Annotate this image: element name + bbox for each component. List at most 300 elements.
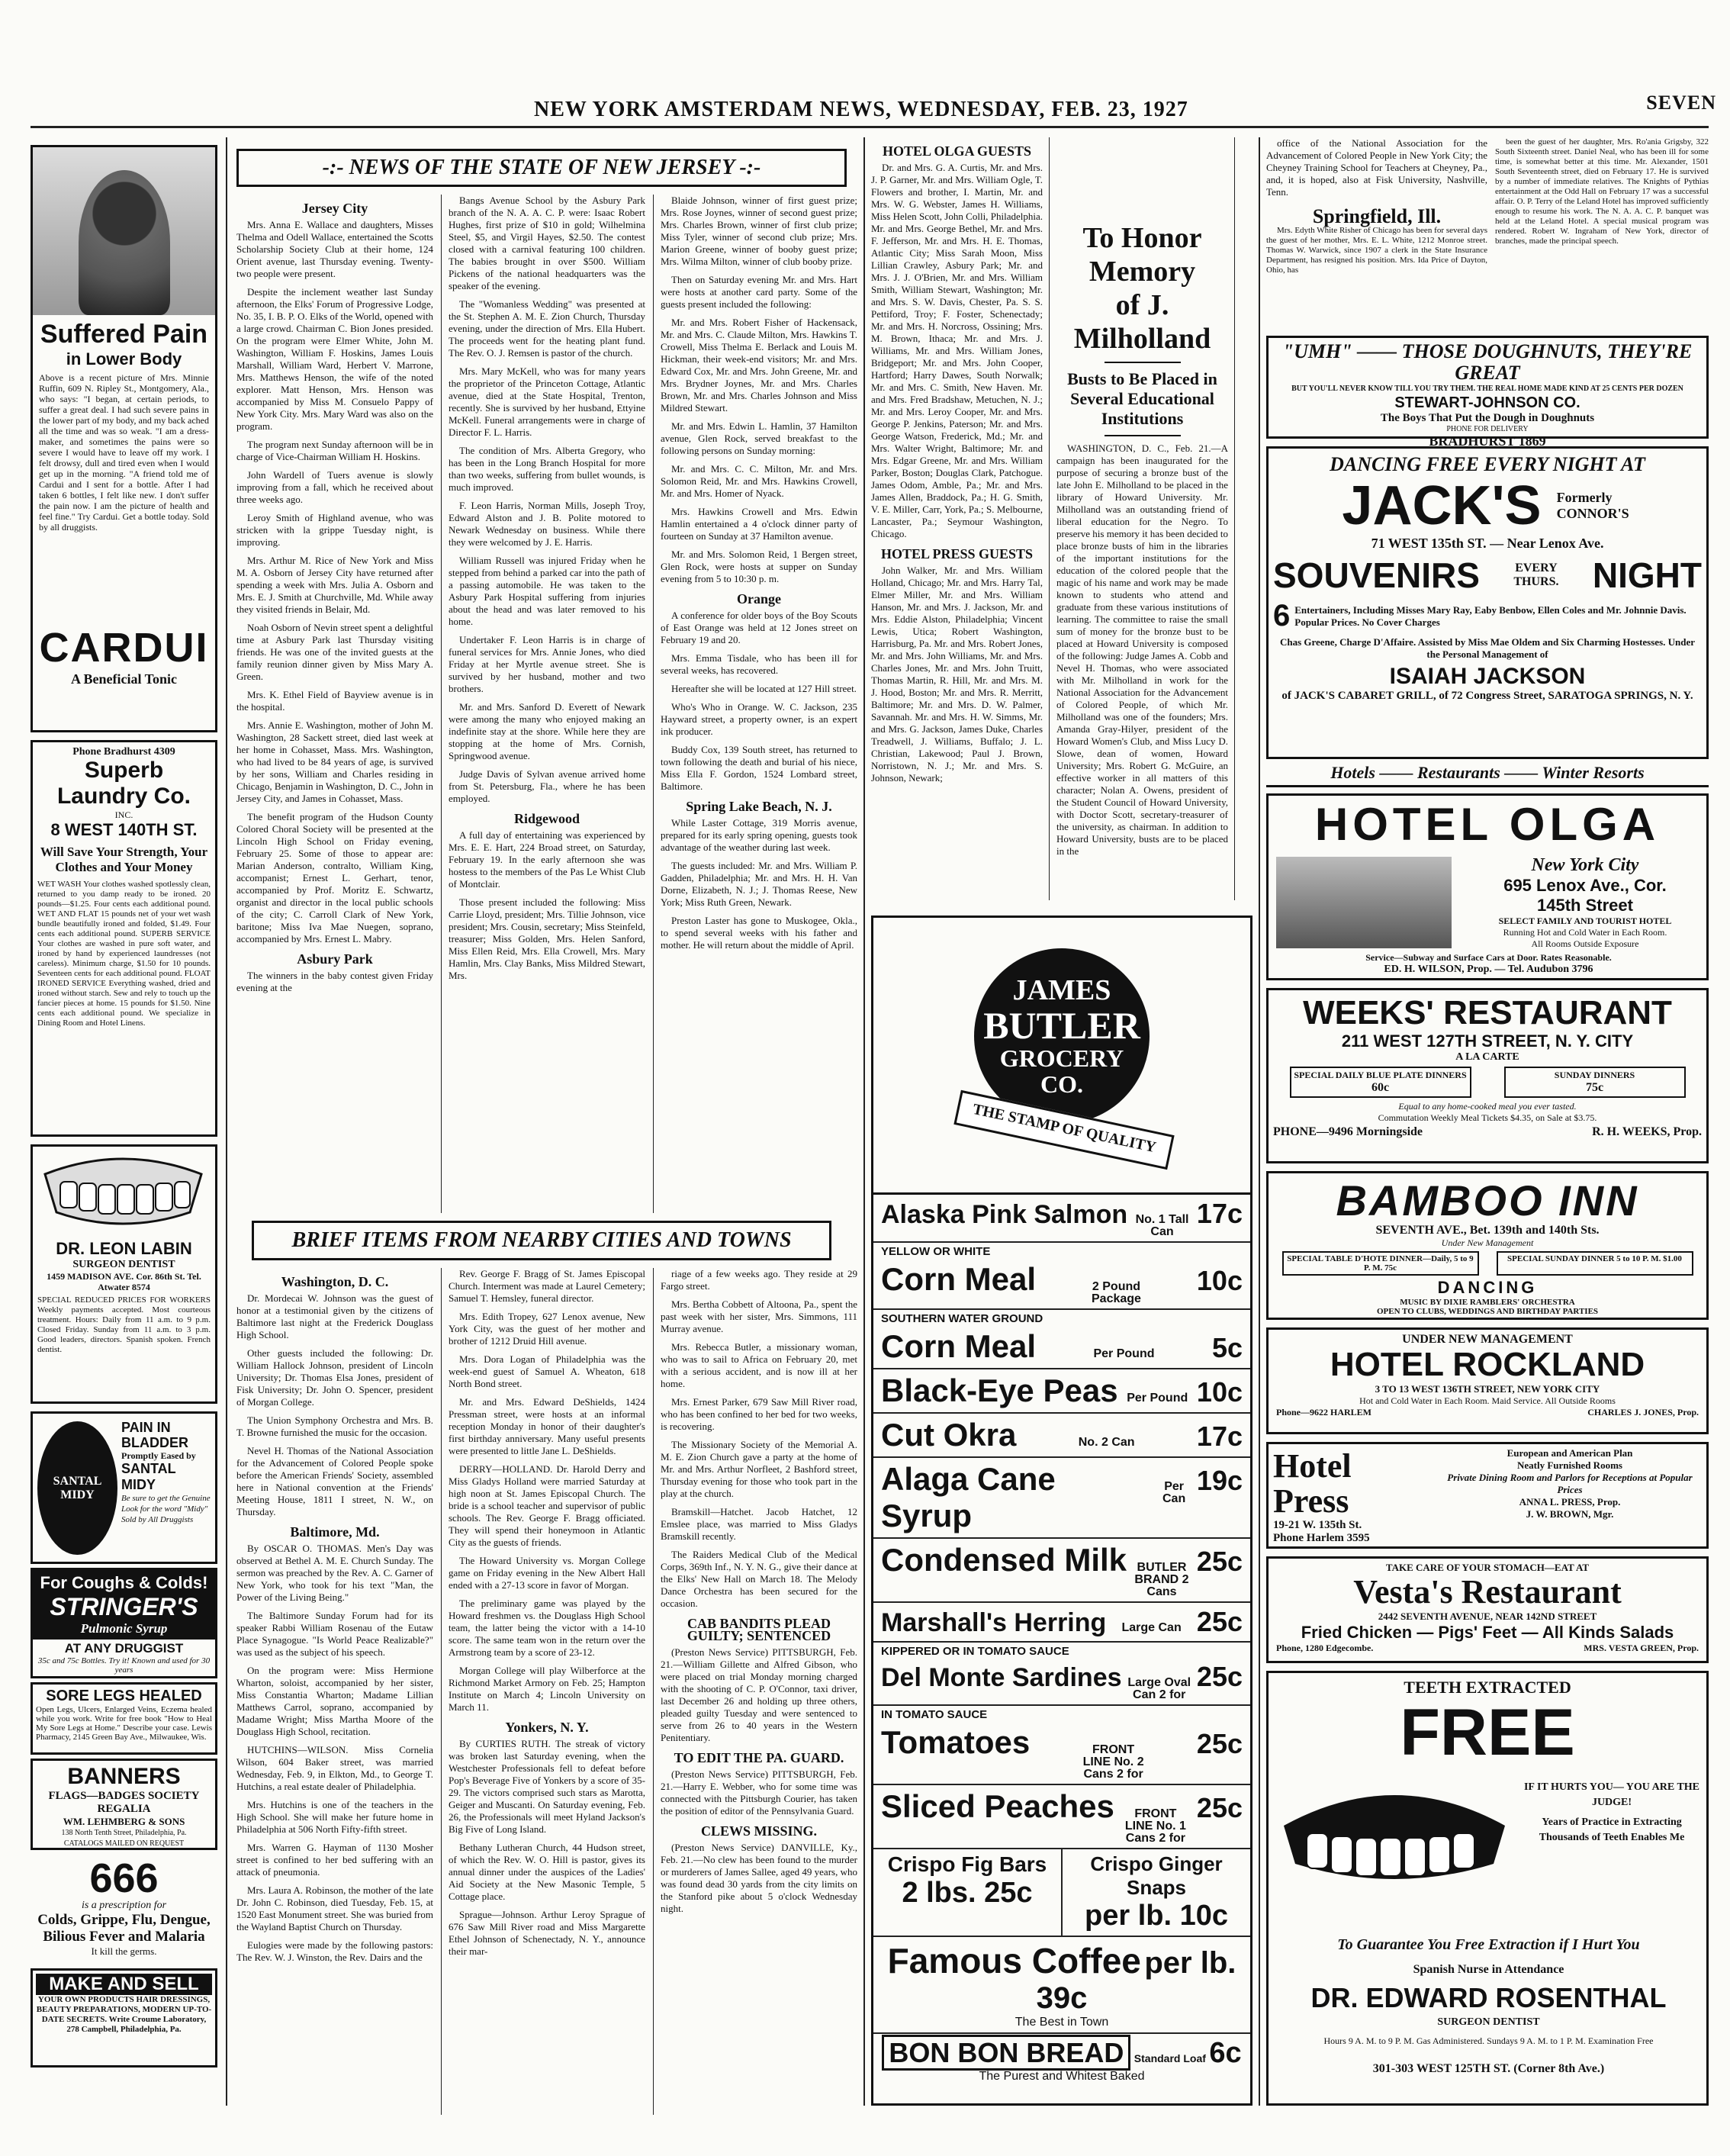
springfield-header: Springfield, Ill. <box>1312 205 1442 227</box>
brief-col1-text <box>236 1276 433 1964</box>
labin-title: SURGEON DENTIST <box>72 1259 175 1270</box>
grocery-item-price: 17c <box>1196 1421 1243 1452</box>
jacks-manager: ISAIAH JACKSON <box>1389 664 1586 689</box>
grocery-item-name: Alaga Cane Syrup <box>881 1461 1056 1533</box>
naacp-text: office of the National Association for the Advancement of Colored People in New York City; the Cheyney Training School for Teachers at Cheyney, Pa., and, it is hoped, also at Fisk University, Nashville, Tenn. <box>1266 137 1487 198</box>
weeks-blue-plate: SPECIAL DAILY BLUE PLATE DINNERS <box>1294 1070 1467 1080</box>
sorelegs-ad <box>31 1682 217 1755</box>
hotels-banner: Hotels —— Restaurants —— Winter Resorts <box>1266 763 1709 787</box>
grocery-item-price: 25c <box>1196 1661 1243 1692</box>
jacks-every: EVERY THURS. <box>1513 562 1559 588</box>
santal-sub: Promptly Eased by <box>121 1450 196 1461</box>
weeks-restaurant-ad <box>1266 988 1709 1163</box>
grocery-item <box>873 1721 1250 1785</box>
rockland-water: Hot and Cold Water in Each Room. Maid Service. All Outside Rooms <box>1359 1395 1616 1406</box>
grocery-item-name: Black-Eye Peas <box>881 1372 1118 1408</box>
grocery-item <box>873 1785 1250 1849</box>
grocery-item-note: YELLOW OR WHITE <box>881 1245 991 1258</box>
nj-column-1 <box>236 195 433 1213</box>
bread-sub: The Purest and Whitest Baked <box>979 2070 1145 2083</box>
jacks-entertainers: Entertainers, Including Misses Mary Ray, Eaby Benbow, Ellen Coles and Mr. Johnnie Davis. Popular Prices. No Cover Charges <box>1294 603 1687 628</box>
article-heading: Spring Lake Beach, N. J. <box>686 799 832 814</box>
article-paragraph: The Raiders Medical Club of the Medical Corps, 369th Inf., N. Y. N. G., give their dance at the Elks' New Hall on March 18. The Melody Dance Orchestra has been secured for the occasion. <box>661 1549 857 1609</box>
article-paragraph: (Preston News Service) PITTSBURGH, Feb. 21.—William Gillette and Alfred Gibson, who were placed on trial Monday morning charged with the shooting of C. P. O'Connor, taxi driver, last December 26 and holding up three others, pleaded guilty Tuesday and were sentenced to serve from 26 to 40 years in the Western Penitentiary. <box>661 1646 857 1743</box>
six66-tag: It kill the germs. <box>91 1945 157 1957</box>
butler-seal <box>974 948 1150 1124</box>
crispo-fig-bars: Crispo Fig Bars <box>887 1852 1047 1876</box>
laundry-name: Superb Laundry Co. <box>56 758 191 809</box>
butler-logo <box>873 918 1250 1195</box>
teeth-icon <box>37 1151 209 1235</box>
page-number: SEVEN <box>1646 92 1716 114</box>
banners-note: CATALOGS MAILED ON REQUEST <box>63 1839 185 1848</box>
laundry-inc: INC. <box>114 809 133 820</box>
rosenthal-spanish: Spanish Nurse in Attendance <box>1413 1963 1564 1976</box>
santal-text <box>121 1420 213 1525</box>
weeks-address: 211 WEST 127TH STREET, N. Y. CITY <box>1341 1031 1634 1051</box>
grocery-list <box>873 1195 1250 1849</box>
brief-column-3 <box>661 1268 857 2115</box>
hotel-press-rooms: Neatly Furnished Rooms <box>1517 1459 1622 1471</box>
article-paragraph: The guests included: Mr. and Mrs. William P. Gadden, Philadelphia; Mr. and Mrs. H. H. Van Dorne, Elizabeth, N. J.; J. Thomas Reese, New York; Miss Ruth Green, Newark. <box>661 860 857 908</box>
laundry-body: WET WASH Your clothes washed spotlessly clean, returned to you damp ready to be ironed. 20 pounds—$1.25. Four cents each additional pound. WET AND FLAT 15 pounds net of your wet wash bundle beautifully ironed and folded, $1.49. Four cents each additional pound. SUPERB SERVICE Your clothes are washed in pure soft water, and ironed by hand by experienced laundresses (not careless). Minimum charge, $1.50 for 10 pounds. Seventeen cents for each additional pound. FLOAT IRONED SERVICE Everything washed, dried and ironed without starch. Sew and rely to touch up the fancier pieces at home. 15 pounds for $1.50. Nine cents each additional pound. We specialize in Dining Room and Hotel Linens. <box>37 880 211 1028</box>
grocery-item-price: 25c <box>1196 1792 1243 1823</box>
milholland-headline-1: To Honor Memory <box>1082 222 1202 288</box>
labin-address: 1459 MADISON AVE. Cor. 86th St. Tel. Atwater 8574 <box>47 1271 201 1292</box>
article-paragraph: A full day of entertaining was experienced by Mrs. E. E. Hart, 224 Broad street, on Saturday, February 19. In the early afternoon she was hostess to the members of the Pas Le Whist Club of Montclair. <box>449 829 645 890</box>
grocery-item-measure: 2 Pound Package <box>1092 1280 1141 1305</box>
grocery-item <box>873 1603 1250 1643</box>
makesell-title: MAKE AND SELL <box>36 1974 212 1995</box>
santal-badge: SANTAL MIDY <box>37 1421 117 1555</box>
article-paragraph: William Russell was injured Friday when he stepped from behind a parked car into the path of a passing automobile. He was taken to the Asbury Park Hospital suffering from injuries about the head and was later removed to his home. <box>449 555 645 627</box>
article-paragraph: Other guests included the following: Dr. William Hallock Johnson, president of Lincoln University; Dr. Thomas Elsa Jones, president of Fisk University; Dr. John O. Spencer, president of Morgan College. <box>236 1347 433 1408</box>
column-rule <box>653 195 654 1213</box>
cardui-text: Above is a recent picture of Mrs. Minnie Ruffin, 609 N. Ripley St., Montgomery, Ala., who says: "I began, at certain periods, to suffer a great deal. I had such severe pains in the lower part of my body, and my back ached all the time and was so weak. "I am a dress-maker, and sometimes the pains were so severe I would have to leave off my work. I felt drowsy, dull and tired even when I would get up in the morning. "A friend told me of Cardui and I sent for a bottle. After I had taken 6 bottles, I felt like new. I don't suffer the pain now. I am the picture of health and feel fine." Try Cardui. Get a bottle today. Sold by all druggists. <box>39 372 209 533</box>
grocery-item-note: KIPPERED OR IN TOMATO SAUCE <box>881 1645 1069 1658</box>
rockland-phone: Phone—9622 HARLEM <box>1276 1407 1372 1417</box>
bread-name: BON BON BREAD <box>882 2035 1130 2071</box>
grocery-item-name: Corn Meal <box>881 1328 1037 1364</box>
press-guests-body: John Walker, Mr. and Mrs. William Holland, Chicago; Mr. and Mrs. Harry Tal, Elmer Miller, Mr. and Mrs. William Hanson, Mr. and Mrs. J. Jackson, Mr. and Mrs. Eddie Alston, Philadelphia; Vincent Lewis, Utica; Robert Washington, Harrisburg, Pa. Mr. and Mrs. Robert Jones, Mr. and Mrs. John Williams, Mr. and Mrs. Charles Jones, Mr. and Mrs. John Truitt, Thomas Martin, R. Hill, Mr. and Mrs. M. J. Hood, Boston; Mr. and Mrs. R. Merritt, Baltimore; Mr. and Mrs. D. W. Palmer, Savannah. Mr. and Mrs. H. W. Simms, Mr. and Mrs. G. Jackson, James Duke, Charles Treadwell, J. Williams, Buffalo; J. L. Christian, Lakewood; Paul J. Brown, Norristown, N. J.; Mr. and Mrs. S. Johnson, Newark; <box>871 565 1043 784</box>
butler-logo-line1: JAMES <box>1012 974 1111 1006</box>
article-paragraph: Then on Saturday evening Mr. and Mrs. Hart were hosts at another card party. Some of the guests present included the following: <box>661 274 857 310</box>
grocery-item-price: 10c <box>1196 1376 1243 1408</box>
nj-col2-text <box>449 195 645 982</box>
article-paragraph: Buddy Cox, 139 South street, has returned to town following the death and burial of his niece, Miss Ella F. Gordon, 1524 Lombard street, Baltimore. <box>661 744 857 792</box>
article-paragraph: Mrs. Rebecca Butler, a missionary woman, who was to sail to Africa on February 20, met with a serious accident, and is now ill at her home. <box>661 1341 857 1389</box>
crispo-fig-bars-price: 2 lbs. 25c <box>902 1877 1033 1909</box>
santal-headline: PAIN IN BLADDER <box>121 1420 188 1450</box>
hotel-olga-city: New York City <box>1531 855 1639 875</box>
article-paragraph: By OSCAR O. THOMAS. Men's Day was observed at Bethel A. M. E. Church Sunday. The sermon was preached by the Rev. A. C. Garner of New York, who took for his text "Man, the Power of the Living Being." <box>236 1543 433 1603</box>
portrait-image <box>33 147 215 315</box>
article-paragraph: Nevel H. Thomas of the National Association for the Advancement of Colored People spoke before the American Friends' Society, assembled here in National convention at the Friends' Meeting House, 1811 I street, N. W., on Thursday. <box>236 1445 433 1517</box>
santal-brand: SANTAL MIDY <box>121 1461 176 1492</box>
grocery-item <box>873 1658 1250 1706</box>
hotel-olga-image <box>1276 857 1452 948</box>
coffee-price: per lb. 39c <box>1036 1946 1236 2015</box>
article-paragraph: The condition of Mrs. Alberta Gregory, who has been in the Long Branch Hospital for more than two weeks, suffering from bullet wounds, is much improved. <box>449 445 645 493</box>
hotel-press-right <box>1436 1447 1703 1520</box>
crispo-row <box>873 1849 1250 1937</box>
article-paragraph: Mrs. Anna E. Wallace and daughters, Misses Thelma and Odell Wallace, entertained the Scotts Scholarship Society Club at their home, 124 Orient avenue, last Thursday evening. Twenty-two people were present. <box>236 219 433 279</box>
article-paragraph: Bethany Lutheran Church, 44 Hudson street, of which the Rev. W. O. Hill is pastor, gives its annual dinner under the auspices of the Ladies' Aid Society at the New Masonic Temple, 5 Cottage place. <box>449 1842 645 1902</box>
column-rule <box>863 137 865 2106</box>
stringers-ad <box>31 1568 217 1678</box>
bread-measure: Standard Loaf <box>1134 2052 1206 2064</box>
rockland-prop: CHARLES J. JONES, Prop. <box>1587 1407 1699 1417</box>
article-paragraph: Mr. and Mrs. Sanford D. Everett of Newark were among the many who enjoyed making an indefinite stay at the shore. While here they are stopping at the home of Mrs. Cornish, Springwood avenue. <box>449 701 645 761</box>
butler-grocery-ad <box>871 915 1252 2106</box>
laundry-phone: Phone Bradhurst 4309 <box>72 746 175 758</box>
column-rule <box>441 1268 442 2115</box>
column-rule <box>1234 137 1235 900</box>
grocery-item-measure: No. 2 Can <box>1078 1436 1135 1449</box>
jacks-address: 71 WEST 135th ST. — Near Lenox Ave. <box>1371 536 1604 551</box>
hotel-olga-service: Service—Subway and Surface Cars at Door. Rates Reasonable. <box>1365 952 1612 963</box>
column-rule <box>1259 137 1260 2106</box>
stringers-tag: AT ANY DRUGGIST <box>64 1641 184 1656</box>
grocery-item-price: 5c <box>1211 1332 1243 1363</box>
grocery-item-price: 17c <box>1196 1198 1243 1229</box>
hotel-press-phone: Phone Harlem 3595 <box>1273 1532 1370 1544</box>
bamboo-inn-ad <box>1266 1171 1709 1320</box>
grocery-item-name: Condensed Milk <box>881 1542 1127 1578</box>
olga-guests-body: Dr. and Mrs. G. A. Curtis, Mr. and Mrs. J. P. Garner, Mr. and Mrs. William Ogle, T. Flowers and brother, I. Martin, Mr. and Mrs. W. G. Webster, James H. Williams, Miss Helen Scott, John Colli, Philadelphia. Mr. and Mrs. George Bethel, Mr. and Mrs. F. Jefferson, Mr. and Mrs. H. E. Thomas, Atlantic City; Miss Sarah Moon, Miss Lillian Crawley, Asbury Park; Mr. and Mrs. J. J. O'Brien, Mr. and Mrs. William Smith, William Stewart, Washington; Mr. and Mrs. S. W. Davis, Chester, Pa. S. S. Pettiford, Troy; F. Foster, Schenectady; Mr. and Mrs. H. Norcross, Ossining; Mrs. M. Brown, Ithaca; Mr. and Mrs. J. Williams, Mr. and Mrs. William Jones, Bridgeport; Mr. and Mrs. John Cooper, Hartford; Harry Dawes, South Norwalk; Mr. and Mrs. C. Smith, New Haven. Mr. and Mrs. Fred Bradshaw, Metuchen, N. J.; Mr. and Mrs. Leroy Cooper, Mr. and Mrs. George P. Jenkins, Paterson; Mr. and Mrs. George Watson, Frederick, Md.; Mr. and Mrs. Walter Wright, Baltimore; Mr. and Mrs. Edgar Greene, Mr. and Mrs. William Parker, Boston; Douglas Clark, Patchogue. James Odom, Amble, Pa.; Mr. and Mrs. James Allen, Braddock, Pa.; H. G. Smith, V. E. Miller, Carr, York, Pa.; S. Melbourne, Lancaster, Pa.; Seymour Washington, Chicago. <box>871 162 1043 539</box>
banners-title: BANNERS <box>67 1764 181 1789</box>
article-paragraph: Dr. Mordecai W. Johnson was the guest of honor at a testimonial given by the citizens of Baltimore last night at the Frederick Douglass High School. <box>236 1292 433 1340</box>
grocery-item-name: Cut Okra <box>881 1417 1017 1453</box>
banners-sub: FLAGS—BADGES SOCIETY REGALIA <box>48 1790 200 1815</box>
article-paragraph: Mrs. Annie E. Washington, mother of John M. Washington, 28 Sackett street, died last week at her home in Cohasset, Mass. Mrs. Washington, who had lived to be 84 years of age, is survived by her sons, William and Charles residing in Chicago, Benjamin in Washington, D. C., John in Jersey City, and James in Cohasset, Mass. <box>236 719 433 804</box>
rosenthal-name: DR. EDWARD ROSENTHAL <box>1310 1982 1667 2013</box>
sorelegs-body: Open Legs, Ulcers, Enlarged Veins, Eczema healed while you work. Write for free book "How to Heal My Sore Legs at Home." Describe your case. Lewis Pharmacy, 2145 Green Bay Ave., Milwaukee, Wis. <box>36 1705 212 1742</box>
grocery-item-note: IN TOMATO SAUCE <box>881 1708 988 1721</box>
grocery-item-name: Alaska Pink Salmon <box>881 1200 1128 1229</box>
weeks-blue-plate-price: 60c <box>1371 1081 1390 1094</box>
nj-column-2 <box>449 195 645 1213</box>
vesta-top: TAKE CARE OF YOUR STOMACH—EAT AT <box>1385 1562 1590 1573</box>
grocery-item <box>873 1414 1250 1458</box>
article-paragraph: DERRY—HOLLAND. Dr. Harold Derry and Miss Gladys Holland were married Saturday at high noon at St. James Episcopal Church. The bride is a school teacher and supervisor of public schools. The Rev. George F. Bragg officiated. They will spend their honeymoon in Atlantic City as the guests of friends. <box>449 1463 645 1548</box>
article-heading: Jersey City <box>301 201 368 216</box>
hotel-olga-prop: ED. H. WILSON, Prop. — Tel. Audubon 3796 <box>1384 964 1593 975</box>
jacks-entertainer-count: 6 <box>1273 599 1291 632</box>
bamboo-open: OPEN TO CLUBS, WEDDINGS AND BIRTHDAY PARTIES <box>1376 1307 1599 1316</box>
article-paragraph: Mrs. Emma Tisdale, who has been ill for several weeks, has recovered. <box>661 652 857 676</box>
article-paragraph: John Wardell of Tuers avenue is slowly improving from a fall, which he received about three weeks ago. <box>236 469 433 505</box>
article-paragraph: Mr. and Mrs. C. C. Milton, Mr. and Mrs. Solomon Reid, Mr. and Mrs. Hawkins Crowell, Mr. and Mrs. Homer of Nyack. <box>661 463 857 499</box>
article-paragraph: Undertaker F. Leon Harris is in charge of funeral services for Mrs. Annie Jones, who died Friday at her Myrtle avenue street. She is survived by her husband, mother and two brothers. <box>449 634 645 694</box>
grocery-item-measure: No. 1 Tall Can <box>1135 1213 1189 1238</box>
bamboo-address: SEVENTH AVE., Bet. 139th and 140th Sts. <box>1375 1224 1600 1237</box>
labin-name: DR. LEON LABIN <box>56 1239 192 1258</box>
hotel-press-prop: ANNA L. PRESS, Prop. <box>1519 1496 1621 1508</box>
grocery-item-name: Tomatoes <box>881 1724 1031 1760</box>
article-paragraph: Mrs. K. Ethel Field of Bayview avenue is in the hospital. <box>236 689 433 713</box>
article-paragraph: F. Leon Harris, Norman Mills, Joseph Troy, Edward Alston and J. B. Polite motored to Newark Wednesday on business. While there they were welcomed by J. E. Harris. <box>449 500 645 548</box>
article-paragraph: Mrs. Edith Tropey, 627 Lenox avenue, New York City, was the guest of her mother and brother of 1212 Druid Hill avenue. <box>449 1311 645 1347</box>
banners-ad <box>31 1759 217 1850</box>
crispo-ginger-snaps-price: per lb. 10c <box>1085 1900 1228 1932</box>
butler-logo-line2: BUTLER <box>983 1004 1140 1047</box>
cardui-ad <box>31 145 217 732</box>
rosenthal-guarantee: To Guarantee You Free Extraction if I Hurt You <box>1337 1936 1640 1953</box>
cardui-headline: Suffered Pain <box>40 320 208 349</box>
jacks-formerly: Formerly CONNOR'S <box>1556 490 1629 521</box>
weeks-note2: Commutation Weekly Meal Tickets $4.35, on Sale at $3.75. <box>1378 1112 1597 1123</box>
article-paragraph: Mrs. Ernest Parker, 679 Saw Mill River road, who has been confined to her bed for two weeks, is recovering. <box>661 1396 857 1432</box>
article-paragraph: The "Womanless Wedding" was presented at the St. Stephen A. M. E. Zion Church, Thursday evening, under the direction of Mrs. Ella Hubert. The proceeds went for the heating plant fund. The Rev. O. J. Remsen is pastor of the church. <box>449 298 645 359</box>
article-paragraph: The benefit program of the Hudson County Colored Choral Society will be presented at the Lincoln High School on Friday evening, February 25. Some of those to appear are: Marian Anderson, contralto, William King, accompanist; Ernest L. Gerhart, tenor, accompanied by Prof. Moritz E. Schwartz, organist and director in the local public schools of the city; C. Carroll Clark of New York, baritone; Miss Iva Mae Nuegen, soprano, accompanied by Mrs. Ernest L. Mabry. <box>236 811 433 944</box>
article-paragraph: Mrs. Hutchins is one of the teachers in the High School. She will make her future home in Philadelphia at 506 North Fifty-fifth street. <box>236 1799 433 1835</box>
article-paragraph: Eulogies were made by the following pastors: The Rev. W. J. Winston, the Rev. Dairs and the <box>236 1939 433 1963</box>
vesta-address: 2442 SEVENTH AVENUE, NEAR 142ND STREET <box>1378 1611 1597 1622</box>
coffee-row <box>873 1937 1250 2034</box>
article-paragraph: Those present included the following: Miss Carrie Lloyd, president; Mrs. Tillie Johnson, vice president; Mrs. Cousin, secretary; Miss Steinfeld, treasurer; Miss Golden, Mrs. Helen Sanford, Miss Ellen Reid, Mrs. Ella Crowell, Mrs. Mary Hamlin, Mrs. Clay Banks, Miss Mildred Stewart, Mrs. <box>449 896 645 981</box>
brief-column-2 <box>449 1268 645 2115</box>
hotel-olga-water: Running Hot and Cold Water in Each Room. <box>1503 927 1667 938</box>
grocery-item-price: 19c <box>1196 1465 1243 1496</box>
rockland-name: HOTEL ROCKLAND <box>1330 1346 1645 1383</box>
grocery-item-name: Del Monte Sardines <box>881 1663 1122 1692</box>
doughnuts-phone-label: PHONE FOR DELIVERY <box>1446 425 1529 433</box>
article-paragraph: The preliminary game was played by the Howard freshmen vs. the Douglass High School team, the latter being the victor with a 14-10 score. The same team won in the return over the Armstrong team by a score of 23-12. <box>449 1598 645 1658</box>
bamboo-dancing: DANCING <box>1437 1278 1538 1297</box>
hotel-olga-address2: 145th Street <box>1537 896 1633 915</box>
rosenthal-title: SURGEON DENTIST <box>1437 2016 1540 2028</box>
stringers-top: For Coughs & Colds! <box>40 1573 208 1592</box>
rockland-address: 3 TO 13 WEST 136TH STREET, NEW YORK CITY <box>1375 1383 1600 1395</box>
rockland-top: UNDER NEW MANAGEMENT <box>1402 1333 1573 1346</box>
stringers-product: Pulmonic Syrup <box>80 1621 168 1636</box>
hotel-olga-details <box>1467 855 1703 950</box>
article-paragraph: Blaide Johnson, winner of first guest prize; Mrs. Rose Joynes, winner of second guest prize; Mrs. Charles Brown, winner of first club prize; Miss Tyler, winner of second club prize; Mrs. Marion Greene, winner of booby guest prize; Mrs. Wilma Milton, winner of club booby prize. <box>661 195 857 267</box>
weeks-sunday-dinners: SUNDAY DINNERS <box>1554 1070 1635 1080</box>
jacks-name: JACK'S <box>1342 475 1542 536</box>
article-paragraph: Mr. and Mrs. Edwin L. Hamlin, 37 Hamilton avenue, Glen Rock, served breakfast to the following persons on Sunday morning: <box>661 420 857 456</box>
weeks-carte: A LA CARTE <box>1455 1051 1519 1063</box>
doughnuts-headline: "UMH" —— THOSE DOUGHNUTS, THEY'RE GREAT <box>1282 340 1693 384</box>
article-paragraph: (Preston News Service) DANVILLE, Ky., Feb. 21.—No clew has been found to the murder or murderers of James Sallee, aged 49 years, who was found dead 30 yards from the city limits on the Stanford pike about 5 o'clock Wednesday night. <box>661 1842 857 1914</box>
grocery-item-note: SOUTHERN WATER GROUND <box>881 1312 1043 1325</box>
doughnuts-sub: BUT YOU'LL NEVER KNOW TILL YOU TRY THEM. THE REAL HOME MADE KIND AT 25 CENTS PER DOZEN <box>1291 385 1683 393</box>
article-paragraph: HUTCHINS—WILSON. Miss Cornelia Wilson, 604 Baker street, was married Wednesday, Feb. 9, in Elkton, Md., to George T. Hutchins, a real estate dealer of Philadelphia. <box>236 1744 433 1792</box>
grocery-item-measure: FRONT LINE No. 1 Cans 2 for <box>1124 1807 1186 1845</box>
article-paragraph: A conference for older boys of the Boy Scouts of East Orange was held at 12 Jones street on February 19 and 20. <box>661 610 857 645</box>
article-heading: Orange <box>737 591 781 607</box>
grocery-item-measure: BUTLER BRAND 2 Cans <box>1134 1561 1189 1598</box>
dentures-icon <box>1276 1780 1513 1925</box>
nj-col1-text <box>236 202 433 994</box>
hotel-press-left <box>1273 1449 1426 1545</box>
jacks-top: DANCING FREE EVERY NIGHT AT <box>1330 453 1645 475</box>
hotel-olga-address1: 695 Lenox Ave., Cor. <box>1503 876 1667 895</box>
hotel-olga-select: SELECT FAMILY AND TOURIST HOTEL <box>1498 915 1672 926</box>
grocery-item <box>873 1258 1250 1310</box>
bamboo-music: MUSIC BY DIXIE RAMBLERS' ORCHESTRA <box>1400 1298 1575 1307</box>
makesell-body: YOUR OWN PRODUCTS HAIR DRESSINGS, BEAUTY PREPARATIONS, MODERN UP-TO-DATE SECRETS. Write Croume Laboratory, 278 Campbell, Philadelphia, Pa. <box>36 1995 212 2034</box>
article-paragraph: Mr. and Mrs. Solomon Reid, 1 Bergen street, Glen Rock, were hosts at supper on Sunday evening from 5 to 10:30 p. m. <box>661 549 857 584</box>
nj-column-3 <box>661 195 857 1213</box>
right-top-right-text <box>1495 137 1709 328</box>
article-heading: CAB BANDITS PLEAD GUILTY; SENTENCED <box>687 1616 831 1643</box>
article-paragraph: The Union Symphony Orchestra and Mrs. B. T. Browne furnished the music for the occasion. <box>236 1414 433 1438</box>
grocery-item <box>873 1369 1250 1414</box>
nj-header: -:- NEWS OF THE STATE OF NEW JERSEY -:- <box>236 149 847 187</box>
stringers-price: 35c and 75c Bottles. Try it! Known and used for 30 years <box>37 1656 211 1675</box>
jacks-souvenirs: SOUVENIRS <box>1273 555 1480 595</box>
coffee-name: Famous Coffee <box>887 1941 1141 1981</box>
article-paragraph: Noah Osborn of Nevin street spent a delightful time at Asbury Park last Thursday visiting friends. He was one of the invited guests at the family reunion dinner given by Miss Mary A. Green. <box>236 622 433 682</box>
labin-body: SPECIAL REDUCED PRICES FOR WORKERS Weekly payments accepted. Most courteous treatment. Hours: Daily from 11 a.m. to 9 p.m. Closed Friday. Sunday from 11 a.m. to 3 p.m. Good leaders, directors. Spanish spoken. French dentist. <box>37 1295 211 1354</box>
grocery-item-price: 25c <box>1196 1546 1243 1577</box>
article-paragraph: Hereafter she will be located at 127 Hill street. <box>671 683 857 694</box>
weeks-phone: PHONE—9496 Morningside <box>1273 1125 1423 1138</box>
article-paragraph: The Baltimore Sunday Forum had for its speaker Rabbi William Rosenau of the Eutaw Place Synagogue. "Is World Peace Realizable?" was used as the subject of his speech. <box>236 1610 433 1658</box>
brief-col2-text <box>449 1268 645 1958</box>
article-paragraph: The program next Sunday afternoon will be in charge of Vice-Chairman William H. Hoskins. <box>236 439 433 462</box>
vesta-menu: Fried Chicken — Pigs' Feet — All Kinds Salads <box>1301 1623 1674 1642</box>
grocery-item <box>873 1539 1250 1603</box>
laundry-ad <box>31 740 217 1137</box>
cardui-tagline: A Beneficial Tonic <box>70 671 178 687</box>
article-paragraph: riage of a few weeks ago. They reside at 29 Fargo street. <box>661 1268 857 1292</box>
rosenthal-top: TEETH EXTRACTED <box>1404 1678 1571 1697</box>
article-paragraph: Mrs. Bertha Cobbett of Altoona, Pa., spent the past week with her sister, Mrs. Simmons, 111 Murray avenue. <box>661 1298 857 1334</box>
article-paragraph: Bramskill—Hatchet. Jacob Hatchet, 12 Emslee place, was married to Miss Gladys Bramskill recently. <box>661 1506 857 1542</box>
doughnuts-slogan: The Boys That Put the Dough in Doughnuts <box>1380 412 1595 424</box>
hotel-olga-rooms: All Rooms Outside Exposure <box>1531 938 1639 949</box>
milholland-deck: Busts to Be Placed in Several Educational Institutions <box>1067 369 1217 428</box>
article-heading: Baltimore, Md. <box>290 1524 380 1540</box>
article-paragraph: Mrs. Warren G. Hayman of 1130 Mosher street is confined to her bed suffering with an attack of pneumonia. <box>236 1842 433 1878</box>
grocery-item-measure: FRONT LINE No. 2 Cans 2 for <box>1082 1743 1144 1781</box>
column-rule <box>653 1268 654 2115</box>
hotel-press-dining: Private Dining Room and Parlors for Receptions at Popular Prices <box>1447 1472 1693 1495</box>
doughnuts-ad <box>1266 336 1709 449</box>
jacks-night: NIGHT <box>1592 555 1702 595</box>
vesta-prop: MRS. VESTA GREEN, Prop. <box>1584 1643 1699 1653</box>
cardui-subhead: in Lower Body <box>66 349 182 368</box>
olga-guests-header: HOTEL OLGA GUESTS <box>882 143 1032 159</box>
labin-ad <box>31 1144 217 1404</box>
bread-price: 6c <box>1209 2037 1242 2069</box>
grocery-item-name: Sliced Peaches <box>881 1788 1114 1824</box>
article-paragraph: Mrs. Arthur M. Rice of New York and Miss M. A. Osborn of Jersey City have returned after spending a week with Mrs. Julia A. Osborn and Mrs. E. J. Smith at Churchville, Md. While away they visited friends in Belair, Md. <box>236 555 433 615</box>
hotel-rockland-ad <box>1266 1327 1709 1434</box>
article-paragraph: Judge Davis of Sylvan avenue arrived home from St. Petersburg, Fla., where he has been employed. <box>449 768 645 804</box>
banners-maker: WM. LEHMBERG & SONS <box>63 1816 185 1827</box>
article-paragraph: The Missionary Society of the Memorial A. M. E. Zion Church gave a party at the home of Mr. and Mrs. Arthur Norfleet, 2 Bashford street, Thursday evening for those who took part in the play at the church. <box>661 1439 857 1499</box>
grocery-item-measure: Large Can <box>1121 1621 1182 1634</box>
butler-logo-line3: GROCERY <box>999 1044 1124 1072</box>
hotel-olga-name: HOTEL OLGA <box>1314 799 1661 850</box>
bamboo-table-dhote: SPECIAL TABLE D'HOTE DINNER—Daily, 5 to 9 P. M. 75c <box>1282 1251 1479 1276</box>
rosenthal-address: 301-303 WEST 125TH ST. (Corner 8th Ave.) <box>1372 2062 1605 2075</box>
laundry-address: 8 WEST 140TH ST. <box>50 820 198 839</box>
jacks-ad <box>1266 446 1709 759</box>
article-paragraph: Bangs Avenue School by the Asbury Park branch of the N. A. A. C. P. were: Isaac Robert Hughes, first prize of $10 in gold; Wilhelmina Steel, $5, and Virgil Hayes, $2.50. The contest closed with a carnival featuring 100 children. The babies brought in over $500. William Pickens of the national headquarters was the speaker of the evening. <box>449 195 645 291</box>
hotel-guests-column <box>871 137 1043 908</box>
springfield-notes: been the guest of her daughter, Mrs. Ro'ania Grigsby, 322 South Sixteenth street. Daniel Neal, who has been ill for some time, is somewhat better at this time. Mr. Alexander, 1501 South Seventeenth street, died on February 17. He is survived by a number of immediate relatives. The Knights of Pythias entertainment at the Odd Hall on February 17 was a successful affair. O. P. Terry of the Leland Hotel has improved sufficiently enough to resume his work. The N. A. A. C. P. banquet was held at the Leland Hotel. A special musical program was rendered. Robert W. Ingraham of New York, director of branches, made the principal speech. <box>1495 137 1709 246</box>
masthead <box>0 92 1730 130</box>
six66-sub: is a prescription for <box>81 1900 167 1911</box>
weeks-prop: R. H. WEEKS, Prop. <box>1592 1125 1702 1138</box>
article-paragraph: The winners in the baby contest given Friday evening at the <box>236 970 433 993</box>
bamboo-sunday-dinner: SPECIAL SUNDAY DINNER 5 to 10 P. M. $1.00 <box>1497 1251 1693 1276</box>
article-paragraph: On the program were: Miss Hermione Wharton, soloist, accompanied by her sister, Miss Constantia Wharton; Madame Lillian Matthews Carrol, soprano, accompanied by Madame Wright; Miss Martha Moore of the Douglass High School, recitation. <box>236 1665 433 1737</box>
milholland-article <box>1056 137 1228 908</box>
article-paragraph: Despite the inclement weather last Sunday afternoon, the Elks' Forum of Progressive Lodge, No. 35, I. B. P. O. Elks of the World, opened with a large crowd. Chairman C. Bion Jones presided. On the program were Elmer White, John M. Washington, William F. Hoskins, James Louis Marshall, William Ward, Herbert V. Marrone, Mrs. Matthews Henson, the wife of the noted explorer. Matt Henson, Mrs. Henson was accompanied by Miss M. Consuelo Pappy of New York City. Mrs. Mary Ward was also on the program. <box>236 286 433 432</box>
jacks-chef: Chas Greene, Charge D'Affaire. Assisted by Miss Mae Oldem and Six Charming Hostesses. Under the Personal Management of <box>1279 636 1696 660</box>
article-paragraph: Mr. and Mrs. Robert Fisher of Hackensack, Mr. and Mrs. C. Claude Milton, Mrs. Hawkins T. Crowell, Miss Thelma E. Berlack and Louis M. Hickman, their week-end visitors; Mr. and Mrs. Edward Cox, Mr. and Mrs. John Greene, Mr. and Mrs. Brydner Joynes, Mr. and Mrs. Charles Brown, Mr. and Mrs. Charles Johnson and Miss Mildred Stewart. <box>661 317 857 414</box>
article-paragraph: Sprague—Johnson. Arthur Leroy Sprague of 676 Saw Mill River road and Miss Margarette Ethel Johnson of Schenectady, N. Y., announce their mar- <box>449 1909 645 1957</box>
six66-ad <box>31 1855 217 1962</box>
doughnuts-company: STEWART-JOHNSON CO. <box>1394 394 1580 411</box>
column-rule <box>441 195 442 1213</box>
santal-note: Be sure to get the Genuine Look for the word "Midy" Sold by All Druggists <box>121 1494 211 1524</box>
article-paragraph: (Preston News Service) PITTSBURGH, Feb. 21.—Harry E. Webber, who for some time was connected with the Pittsburgh Courier, has taken the position of editor of the Pennsylvania Guard. <box>661 1768 857 1817</box>
article-paragraph: Preston Laster has gone to Muskogee, Okla., to spend several weeks with his father and mother. He will return about the middle of April. <box>661 915 857 951</box>
article-heading: Yonkers, N. Y. <box>505 1720 589 1735</box>
rosenthal-years: Years of Practice in Extracting Thousands of Teeth Enables Me <box>1539 1817 1685 1843</box>
grocery-item-measure: Per Pound <box>1093 1347 1155 1360</box>
article-heading: Ridgewood <box>513 811 580 826</box>
rosenthal-free: FREE <box>1400 1696 1575 1769</box>
hotel-press-ad <box>1266 1442 1709 1549</box>
sorelegs-title: SORE LEGS HEALED <box>46 1688 202 1704</box>
masthead-rule <box>31 126 1709 128</box>
article-paragraph: While Laster Cottage, 319 Morris avenue, prepared for its early spring opening, guests took advantage of the weather during last week. <box>661 817 857 853</box>
butler-banner: THE STAMP OF QUALITY <box>953 1090 1174 1170</box>
nj-col3-text <box>661 195 857 951</box>
cardui-brand: CARDUI <box>39 625 209 671</box>
six66-body: Colds, Grippe, Flu, Dengue, Bilious Fever and Malaria <box>37 1912 211 1945</box>
bamboo-name: BAMBOO INN <box>1336 1176 1639 1224</box>
brief-header: BRIEF ITEMS FROM NEARBY CITIES AND TOWNS <box>252 1221 831 1260</box>
doughnuts-phone: BRADHURST 1869 <box>1429 433 1546 449</box>
hotel-olga-ad <box>1266 793 1709 980</box>
grocery-item-name: Corn Meal <box>881 1261 1037 1297</box>
grocery-item <box>873 1195 1250 1243</box>
grocery-item-measure: Large Oval Can 2 for <box>1127 1676 1191 1701</box>
grocery-item <box>873 1458 1250 1539</box>
grocery-item <box>873 1325 1250 1369</box>
article-paragraph: Leroy Smith of Highland avenue, who was stricken with la grippe Tuesday night, is improving. <box>236 512 433 548</box>
article-paragraph: Mrs. Hawkins Crowell and Mrs. Edwin Hamlin entertained a 4 o'clock dinner party of fourteen on Sunday at 37 Hamilton avenue. <box>661 506 857 542</box>
right-top-left-text <box>1266 137 1487 328</box>
grocery-item-price: 10c <box>1196 1265 1243 1296</box>
article-heading: Washington, D. C. <box>281 1274 389 1289</box>
grocery-item-measure: Per Can <box>1162 1480 1186 1505</box>
banners-address: 138 North Tenth Street, Philadelphia, Pa. <box>61 1829 187 1837</box>
weeks-sunday-price: 75c <box>1585 1081 1604 1094</box>
article-paragraph: Morgan College will play Wilberforce at the Richmond Market Armory on Feb. 25; Hampton Institute on March 4; Lincoln University on March 11. <box>449 1665 645 1713</box>
hotel-press-address: 19-21 W. 135th St. <box>1273 1519 1362 1531</box>
article-paragraph: Mrs. Dora Logan of Philadelphia was the week-end guest of Samuel A. Wheaton, 618 North Bond street. <box>449 1353 645 1389</box>
vesta-phone: Phone, 1280 Edgecombe. <box>1276 1643 1374 1653</box>
grocery-item-name: Marshall's Herring <box>881 1608 1107 1637</box>
article-paragraph: Who's Who in Orange. W. C. Jackson, 235 Hayward street, a property owner, is an expert ink producer. <box>661 701 857 737</box>
six66-number: 666 <box>89 1855 159 1901</box>
jacks-manager-sub: of JACK'S CABARET GRILL, of 72 Congress Street, SARATOGA SPRINGS, N. Y. <box>1281 690 1693 702</box>
hotel-press-name: Hotel Press <box>1273 1447 1352 1520</box>
article-heading: CLEWS MISSING. <box>700 1823 818 1839</box>
vesta-restaurant-ad <box>1266 1556 1709 1663</box>
column-rule <box>1049 137 1050 900</box>
